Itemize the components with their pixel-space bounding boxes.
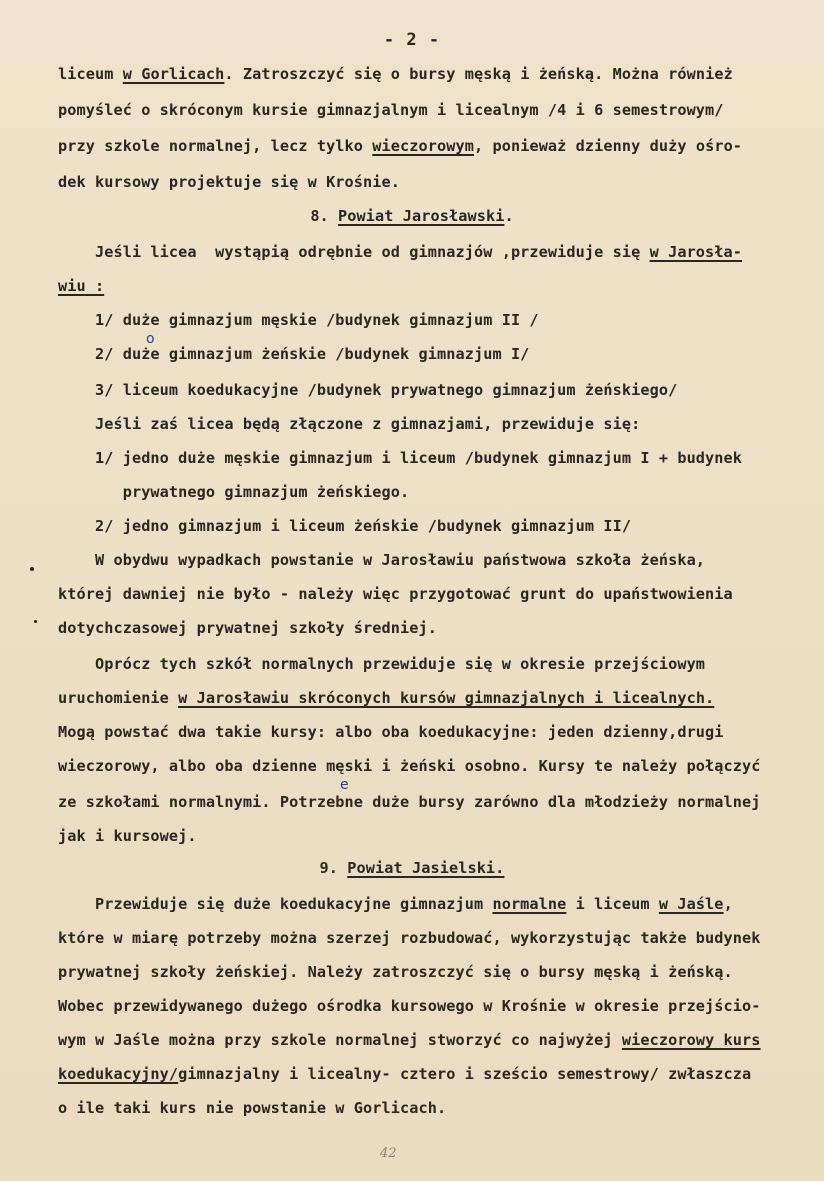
underlined-text: Powiat Jarosławski — [338, 207, 505, 225]
text-line — [58, 893, 733, 915]
text-line — [58, 171, 400, 193]
underlined-text: wieczorowy kurs — [621, 1031, 761, 1049]
text-span: prywatnej szkoły żeńskiej. Należy zatroszczyć się o bursy męską i żeńską. — [58, 963, 733, 981]
text-span: wym w Jaśle można przy szkole normalnej stworzyć co najwyżej — [58, 1031, 622, 1049]
text-span: prywatnego gimnazjum żeńskiego. — [58, 483, 410, 501]
section-heading — [0, 205, 824, 227]
text-span: ze szkołami normalnymi. Potrzebne duże bursy zarówno dla młodzieży normalnej — [58, 793, 761, 811]
text-line — [58, 413, 640, 435]
text-line — [58, 241, 742, 263]
text-line — [58, 687, 714, 709]
text-span: 3/ liceum koedukacyjne /budynek prywatnego gimnazjum żeńskiego/ — [58, 381, 678, 399]
text-span: i liceum — [566, 895, 659, 913]
text-span: Oprócz tych szkół normalnych przewiduje się w okresie przejściowym — [58, 655, 706, 673]
text-line — [58, 961, 733, 983]
text-line — [58, 63, 733, 85]
text-span: 2/ duże gimnazjum żeńskie /budynek gimnazjum I/ — [58, 345, 530, 363]
text-span: . — [504, 207, 514, 225]
page-number: - 2 - — [383, 30, 441, 50]
underlined-text: koedukacyjny/ — [58, 1065, 179, 1083]
text-line — [58, 549, 705, 571]
text-line — [58, 379, 677, 401]
text-line — [58, 515, 631, 537]
text-span: które w miarę potrzeby można szerzej rozbudować, wykorzystując także budynek — [58, 929, 761, 947]
text-span: 1/ jedno duże męskie gimnazjum i liceum /budynek gimnazjum I + budynek — [58, 449, 743, 467]
handwritten-correction: o — [146, 331, 155, 347]
text-line — [58, 653, 705, 675]
text-line — [58, 1097, 446, 1119]
underlined-text: wiu : — [58, 277, 105, 295]
text-span: wieczorowy, albo oba dzienne męski i żeński osobno. Kursy te należy połączyć — [58, 757, 761, 775]
ink-speck — [34, 620, 37, 623]
text-span: Przewiduje się duże koedukacyjne gimnazjum — [58, 895, 493, 913]
text-span: której dawniej nie było - należy więc przygotować grunt do upaństwowienia — [58, 585, 733, 603]
text-span: jak i kursowej. — [58, 827, 197, 845]
text-line — [58, 309, 539, 331]
text-line — [58, 447, 742, 469]
text-line — [58, 1063, 751, 1085]
underlined-text: Powiat Jasielski. — [347, 859, 505, 877]
text-line — [58, 481, 409, 503]
underlined-text: wieczorowym — [372, 137, 474, 155]
underlined-text: w Jarosła- — [649, 243, 743, 261]
text-span: 8. — [310, 207, 339, 225]
text-line — [58, 927, 761, 949]
section-heading — [0, 857, 824, 879]
text-span: Jeśli zaś licea będą złączone z gimnazjami, przewiduje się: — [58, 415, 641, 433]
text-span: 1/ duże gimnazjum męskie /budynek gimnazjum II / — [58, 311, 539, 329]
text-span: 2/ jedno gimnazjum i liceum żeńskie /budynek gimnazjum II/ — [58, 517, 632, 535]
text-line — [58, 791, 761, 813]
text-span: liceum — [58, 65, 123, 83]
text-span: . Zatroszczyć się o bursy męską i żeńską. Można również — [224, 65, 733, 83]
text-line — [58, 995, 761, 1017]
text-span: Mogą powstać dwa takie kursy: albo oba koedukacyjne: jeden dzienny,drugi — [58, 723, 724, 741]
text-line — [58, 343, 529, 365]
text-span: Wobec przewidywanego dużego ośrodka kursowego w Krośnie w okresie przejścio- — [58, 997, 761, 1015]
underlined-text: w Gorlicach — [122, 65, 225, 83]
text-span: Jeśli licea wystąpią odrębnie od gimnazjów ,przewiduje się — [58, 243, 650, 261]
text-span: 9. — [319, 859, 348, 877]
text-line — [58, 825, 197, 847]
text-line — [58, 275, 104, 297]
underlined-text: w Jarosławiu skróconych kursów gimnazjalnych i licealnych. — [178, 689, 715, 707]
text-span: , — [723, 895, 733, 913]
text-span: pomyśleć o skróconym kursie gimnazjalnym i licealnym /4 i 6 semestrowym/ — [58, 101, 724, 119]
text-span: dotychczasowej prywatnej szkoły średniej. — [58, 619, 437, 637]
text-line — [58, 617, 437, 639]
underlined-text: normalne — [492, 895, 567, 913]
handwritten-correction: e — [340, 777, 349, 793]
text-span: uruchomienie — [58, 689, 179, 707]
pencil-folio-number: 42 — [380, 1146, 397, 1161]
text-line — [58, 721, 724, 743]
text-span: o ile taki kurs nie powstanie w Gorlicach. — [58, 1099, 447, 1117]
text-line — [58, 99, 724, 121]
text-line — [58, 1029, 761, 1051]
text-span: W obydwu wypadkach powstanie w Jarosławiu państwowa szkoła żeńska, — [58, 551, 706, 569]
text-line — [58, 135, 742, 157]
text-line — [58, 755, 761, 777]
text-span: dek kursowy projektuje się w Krośnie. — [58, 173, 401, 191]
text-span: , ponieważ dzienny duży ośro- — [473, 137, 743, 155]
underlined-text: w Jaśle — [658, 895, 724, 913]
text-span: gimnazjalny i licealny- cztero i sześcio semestrowy/ zwłaszcza — [178, 1065, 752, 1083]
text-line — [58, 583, 733, 605]
text-span: przy szkole normalnej, lecz tylko — [58, 137, 373, 155]
ink-speck — [30, 567, 34, 571]
